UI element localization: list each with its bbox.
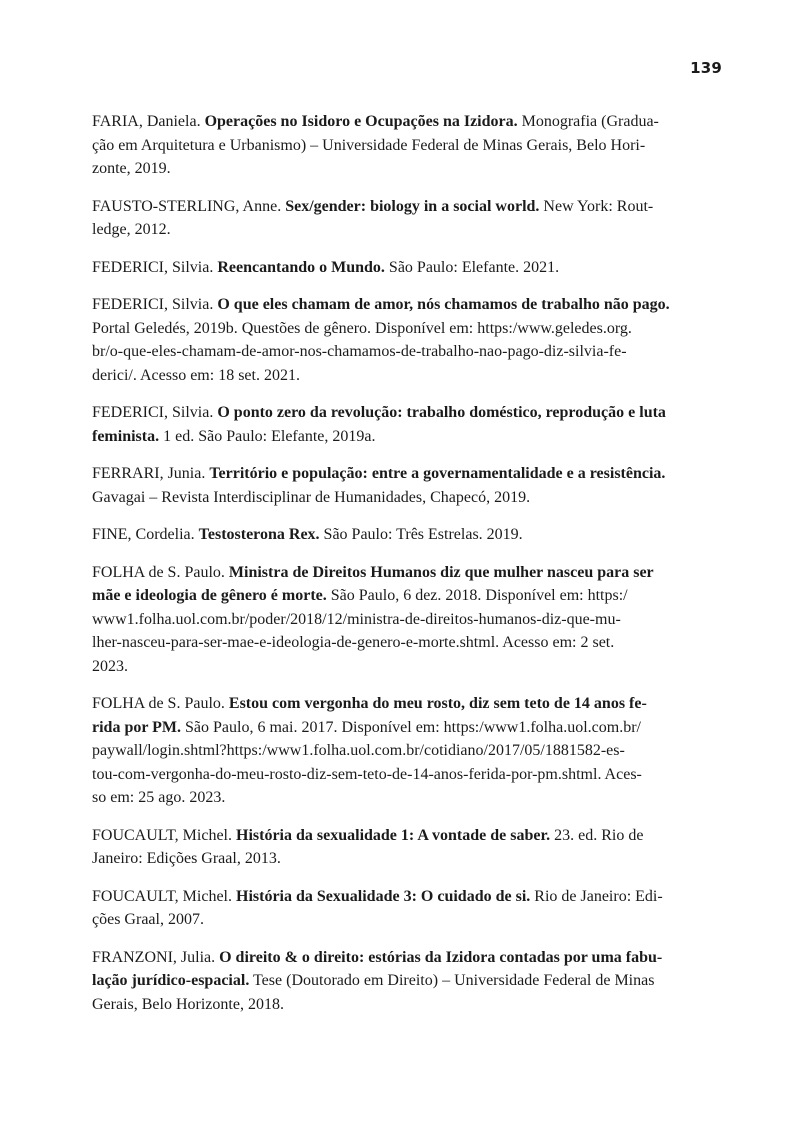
reference-text-segment: FRANZONI, Julia.	[92, 948, 220, 966]
reference-text-segment: FINE, Cordelia.	[92, 526, 199, 543]
reference-entry	[92, 110, 720, 181]
reference-text-segment: tou-com-vergonha-do-meu-rosto-diz-sem-teto-de-14-anos-ferida-por-pm.shtml. Aces-	[92, 765, 642, 783]
reference-text-segment: Gavagai – Revista Interdisciplinar de Humanidades, Chapecó, 2019.	[92, 488, 531, 506]
reference-text-segment: ção em Arquitetura e Urbanismo) – Universidade Federal de Minas Gerais, Belo Hori-	[92, 136, 646, 154]
reference-title-segment: Testosterona Rex.	[198, 526, 320, 543]
reference-text-segment: FERRARI, Junia.	[92, 465, 210, 482]
reference-line	[92, 847, 720, 871]
reference-text-segment: São Paulo, 6 mai. 2017. Disponível em: https:/www1.folha.uol.com.br/	[181, 718, 641, 736]
reference-entry	[92, 885, 720, 932]
reference-text-segment: ledge, 2012.	[92, 221, 171, 238]
reference-text-segment: Portal Geledés, 2019b. Questões de gênero. Disponível em: https:/www.geledes.org.	[92, 319, 632, 337]
reference-text-segment: br/o-que-eles-chamam-de-amor-nos-chamamos-de-trabalho-nao-pago-diz-silvia-fe-	[92, 343, 627, 360]
reference-text-segment: FARIA, Daniela.	[92, 113, 205, 130]
reference-title-segment: mãe e ideologia de gênero é morte.	[92, 587, 327, 604]
reference-line	[92, 584, 720, 608]
reference-title-segment: lação jurídico-espacial.	[92, 972, 250, 989]
reference-entry	[92, 256, 720, 280]
reference-text-segment: Janeiro: Edições Graal, 2013.	[92, 850, 281, 867]
reference-line	[92, 946, 720, 970]
reference-text-segment: New York: Rout-	[539, 197, 654, 215]
reference-text-segment: FOLHA de S. Paulo.	[92, 563, 229, 581]
reference-entry	[92, 824, 720, 871]
reference-title-segment: Estou com vergonha do meu rosto, diz sem teto de 14 anos fe-	[228, 695, 647, 712]
reference-line	[92, 317, 720, 341]
reference-title-segment: O que eles chamam de amor, nós chamamos de trabalho não pago.	[217, 296, 670, 313]
reference-line	[92, 786, 720, 810]
reference-text-segment: São Paulo, 6 dez. 2018. Disponível em: https:/	[326, 587, 628, 604]
reference-text-segment: FEDERICI, Silvia.	[92, 258, 218, 276]
reference-title-segment: História da sexualidade 1: A vontade de saber.	[236, 826, 551, 844]
reference-text-segment: so em: 25 ago. 2023.	[92, 789, 226, 806]
reference-line	[92, 401, 720, 425]
reference-entry	[92, 946, 720, 1017]
reference-text-segment: FOUCAULT, Michel.	[92, 887, 236, 905]
reference-text-segment: www1.folha.uol.com.br/poder/2018/12/ministra-de-direitos-humanos-diz-que-mu-	[92, 610, 621, 628]
reference-line	[92, 908, 720, 932]
reference-text-segment: Gerais, Belo Horizonte, 2018.	[92, 995, 284, 1013]
reference-text-segment: Rio de Janeiro: Edi-	[530, 887, 663, 905]
reference-line	[92, 195, 720, 219]
page-number: 139	[690, 59, 722, 77]
reference-line	[92, 364, 720, 388]
reference-entry	[92, 692, 720, 810]
reference-entry	[92, 462, 720, 509]
reference-title-segment: Território e população: entre a governamentalidade e a resistência.	[209, 465, 666, 482]
reference-text-segment: FAUSTO-STERLING, Anne.	[92, 197, 286, 215]
reference-text-segment: FOLHA de S. Paulo.	[92, 695, 229, 712]
references-list	[92, 110, 720, 1030]
reference-title-segment: Reencantando o Mundo.	[217, 258, 385, 276]
reference-line	[92, 110, 720, 134]
reference-line	[92, 969, 720, 993]
reference-title-segment: O ponto zero da revolução: trabalho doméstico, reprodução e luta	[217, 404, 666, 421]
reference-line	[92, 631, 720, 655]
reference-line	[92, 293, 720, 317]
reference-title-segment: História da Sexualidade 3: O cuidado de si.	[236, 887, 531, 905]
reference-line	[92, 692, 720, 716]
reference-line	[92, 340, 720, 364]
reference-line	[92, 425, 720, 449]
reference-text-segment: FEDERICI, Silvia.	[92, 404, 218, 421]
reference-line	[92, 993, 720, 1017]
reference-entry	[92, 523, 720, 547]
reference-entry	[92, 293, 720, 387]
reference-line	[92, 608, 720, 632]
reference-line	[92, 134, 720, 158]
reference-text-segment: Tese (Doutorado em Direito) – Universidade Federal de Minas	[249, 972, 655, 989]
reference-line	[92, 763, 720, 787]
reference-text-segment: FOUCAULT, Michel.	[92, 826, 236, 844]
reference-title-segment: feminista.	[92, 427, 160, 445]
reference-line	[92, 655, 720, 679]
reference-text-segment: zonte, 2019.	[92, 160, 171, 177]
reference-title-segment: O direito & o direito: estórias da Izidora contadas por uma fabu-	[219, 948, 663, 966]
reference-line	[92, 256, 720, 280]
reference-entry	[92, 561, 720, 679]
reference-line	[92, 157, 720, 181]
reference-line	[92, 716, 720, 740]
reference-text-segment: ções Graal, 2007.	[92, 911, 204, 928]
reference-entry	[92, 401, 720, 448]
reference-line	[92, 561, 720, 585]
reference-line	[92, 824, 720, 848]
reference-text-segment: 2023.	[92, 657, 128, 675]
reference-text-segment: paywall/login.shtml?https:/www1.folha.uol.com.br/cotidiano/2017/05/1881582-es-	[92, 742, 625, 759]
reference-line	[92, 523, 720, 547]
reference-line	[92, 885, 720, 909]
reference-entry	[92, 195, 720, 242]
reference-line	[92, 739, 720, 763]
reference-text-segment: 1 ed. São Paulo: Elefante, 2019a.	[159, 427, 376, 445]
reference-text-segment: São Paulo: Três Estrelas. 2019.	[319, 526, 523, 543]
reference-line	[92, 462, 720, 486]
reference-text-segment: FEDERICI, Silvia.	[92, 296, 218, 313]
reference-text-segment: São Paulo: Elefante. 2021.	[384, 258, 560, 276]
reference-title-segment: Operações no Isidoro e Ocupações na Izidora.	[204, 113, 518, 130]
reference-text-segment: 23. ed. Rio de	[550, 826, 644, 844]
reference-text-segment: Monografia (Gradua-	[517, 113, 659, 130]
reference-line	[92, 218, 720, 242]
reference-text-segment: derici/. Acesso em: 18 set. 2021.	[92, 366, 300, 384]
reference-title-segment: rida por PM.	[92, 718, 182, 736]
reference-text-segment: lher-nasceu-para-ser-mae-e-ideologia-de-genero-e-morte.shtml. Acesso em: 2 set.	[92, 634, 615, 651]
reference-title-segment: Ministra de Direitos Humanos diz que mulher nasceu para ser	[228, 563, 654, 581]
reference-line	[92, 486, 720, 510]
reference-title-segment: Sex/gender: biology in a social world.	[285, 197, 540, 215]
